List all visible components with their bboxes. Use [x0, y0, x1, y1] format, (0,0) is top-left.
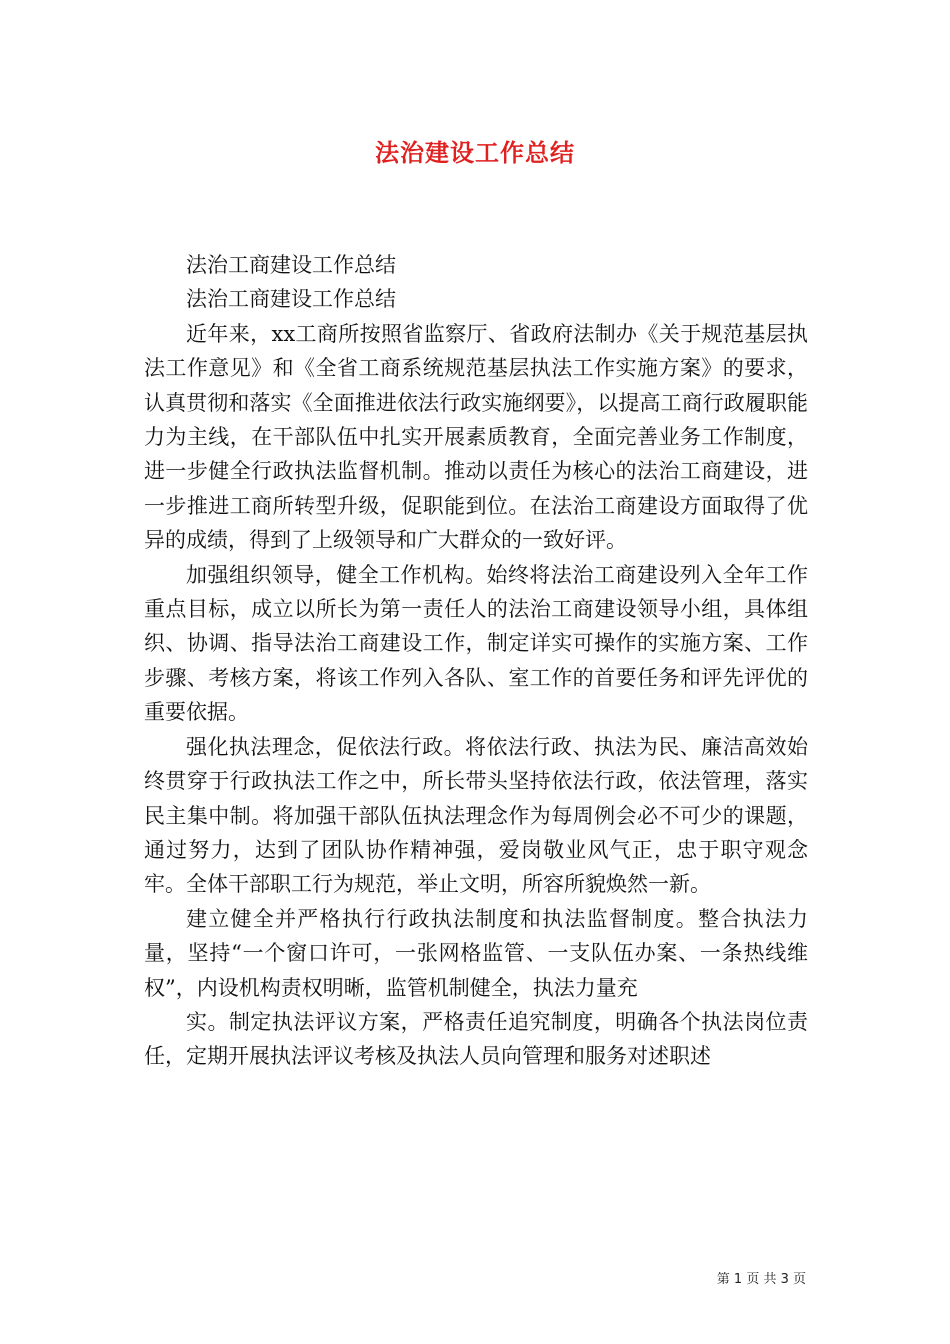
paragraph-subtitle-1: 法治工商建设工作总结 — [186, 253, 396, 277]
paragraph-enforcement-system: 建立健全并严格执行行政执法制度和执法监督制度。整合执法力量，坚持“一个窗口许可，一张网格监管、一支队伍办案、一条热线维权”，内设机构责权明晰，监管机制健全，执法力量充 — [144, 906, 808, 1000]
paragraph-evaluation: 实。制定执法评议方案，严格责任追究制度，明确各个执法岗位责任，定期开展执法评议考核及执法人员向管理和服务对述职述 — [144, 1009, 808, 1069]
paragraph-intro: 近年来，xx工商所按照省监察厅、省政府法制办《关于规范基层执法工作意见》和《全省工商系统规范基层执法工作实施方案》的要求，认真贯彻和落实《全面推进依法行政实施纲要》，以提高工商行政履职能力为主线，在干部队伍中扎实开展素质教育，全面完善业务工作制度，进一步健全行政执法监督机制。推动以责任为核心的法治工商建设，进一步推进工商所转型升级，促职能到位。在法治工商建设方面取得了优异的成绩，得到了上级领导和广大群众的一致好评。 — [144, 321, 808, 553]
page-number-footer: 第 1 页 共 3 页 — [716, 1272, 806, 1287]
paragraph-organization: 加强组织领导，健全工作机构。始终将法治工商建设列入全年工作重点目标，成立以所长为第一责任人的法治工商建设领导小组，具体组织、协调、指导法治工商建设工作，制定详实可操作的实施方案、工作步骤、考核方案，将该工作列入各队、室工作的首要任务和评先评优的重要依据。 — [144, 562, 808, 725]
paragraph-subtitle-2: 法治工商建设工作总结 — [186, 287, 396, 312]
document-body — [144, 248, 808, 1074]
paragraph-enforcement-concept: 强化执法理念，促依法行政。将依法行政、执法为民、廉洁高效始终贯穿于行政执法工作之中，所长带头坚持依法行政，依法管理，落实民主集中制。将加强干部队伍执法理念作为每周例会必不可少的课题，通过努力，达到了团队协作精神强，爱岗敬业风气正，忠于职守观念牢。全体干部职工行为规范，举止文明，所容所貌焕然一新。 — [144, 734, 808, 897]
document-title: 法治建设工作总结 — [375, 138, 575, 167]
